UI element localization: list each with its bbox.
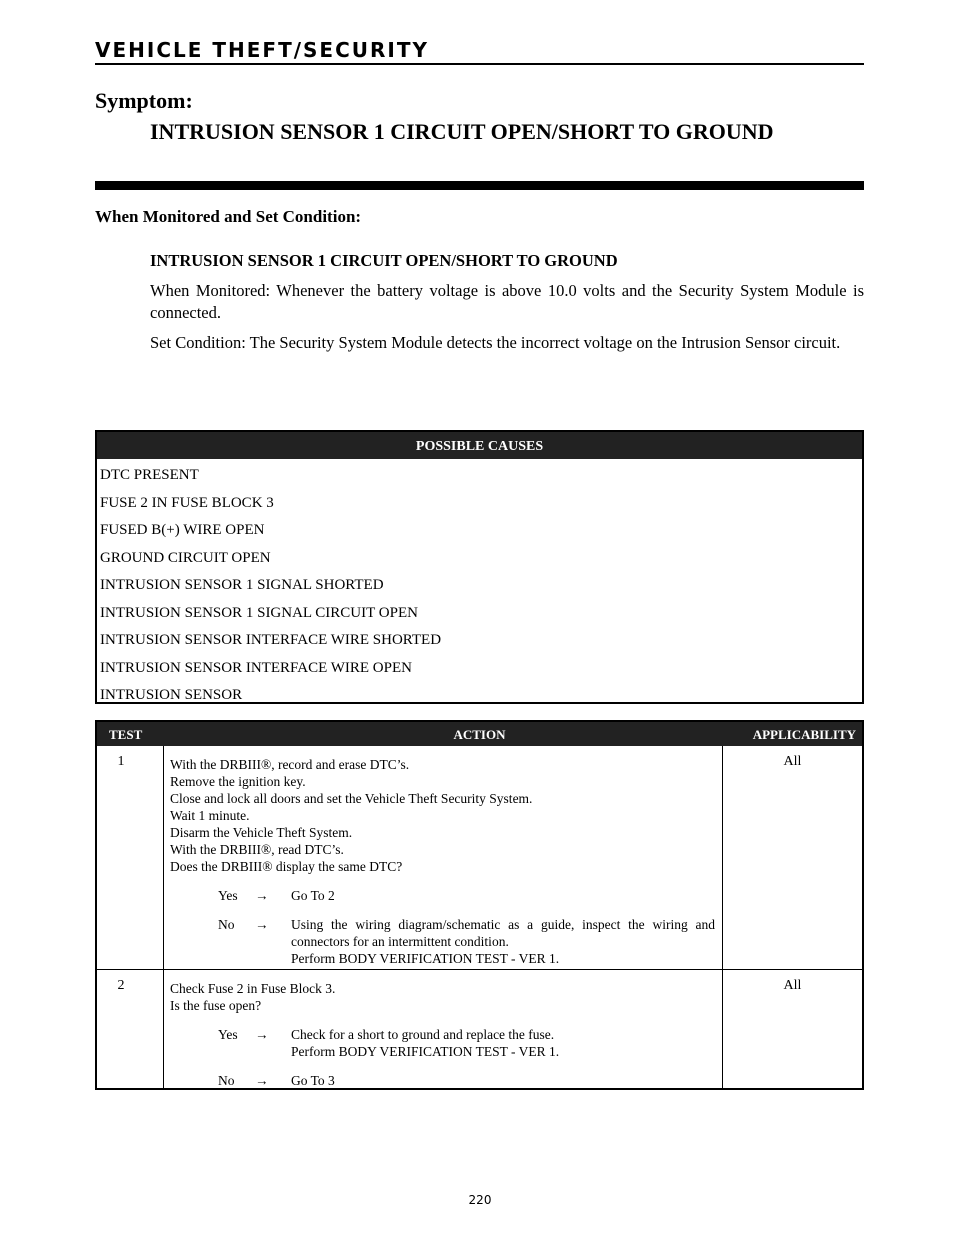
when-monitored-text: When Monitored: Whenever the battery voltage is above 10.0 volts and the Security System Module is connected. — [150, 281, 864, 322]
cause-item: INTRUSION SENSOR INTERFACE WIRE SHORTED — [100, 632, 442, 648]
set-condition-text: Set Condition: The Security System Module detects the incorrect voltage on the Intrusion Sensor circuit. — [150, 333, 841, 352]
action-column-header: ACTION — [453, 727, 506, 742]
cause-item: FUSE 2 IN FUSE BLOCK 3 — [100, 494, 274, 511]
no-label: No — [218, 917, 235, 932]
monitor-block — [150, 250, 864, 362]
action-step: With the DRBIII®, read DTC’s. — [170, 842, 344, 857]
test-action — [170, 980, 715, 1089]
cause-item: INTRUSION SENSOR INTERFACE WIRE OPEN — [100, 659, 412, 676]
arrow-icon: → — [255, 1027, 269, 1042]
cause-item: INTRUSION SENSOR 1 SIGNAL CIRCUIT OPEN — [100, 604, 418, 621]
symptom-rule — [95, 181, 864, 190]
no-branch — [170, 916, 715, 967]
test-applicability: All — [783, 978, 802, 993]
yes-branch — [170, 1026, 715, 1060]
page-number: 220 — [468, 1193, 492, 1207]
yes-label: Yes — [218, 1027, 238, 1042]
monitor-label: When Monitored and Set Condition: — [95, 207, 362, 226]
test-number: 1 — [117, 754, 125, 769]
yes-result: Go To 2 — [291, 888, 335, 903]
no-result-followup: Perform BODY VERIFICATION TEST - VER 1. — [291, 951, 560, 966]
symptom-label: Symptom: — [95, 88, 193, 113]
cause-item: INTRUSION SENSOR — [100, 687, 243, 703]
no-result: Using the wiring diagram/schematic as a guide, inspect the wiring and connectors for an intermittent condition. — [291, 917, 715, 949]
action-step: Disarm the Vehicle Theft System. — [170, 825, 353, 840]
test-number: 2 — [117, 978, 125, 993]
section-title: VEHICLE THEFT/SECURITY — [95, 38, 429, 62]
cause-item: FUSED B(+) WIRE OPEN — [100, 522, 265, 538]
action-step: Remove the ignition key. — [170, 774, 306, 789]
no-label: No — [218, 1073, 235, 1088]
test-column-header: TEST — [109, 727, 143, 742]
cause-item: GROUND CIRCUIT OPEN — [100, 549, 271, 566]
action-step: With the DRBIII®, record and erase DTC’s. — [170, 757, 410, 772]
cause-item: DTC PRESENT — [100, 467, 199, 483]
yes-result: Check for a short to ground and replace the fuse. — [291, 1027, 555, 1042]
no-branch — [170, 1072, 715, 1089]
arrow-icon: → — [255, 917, 269, 932]
arrow-icon: → — [255, 888, 269, 903]
test-table — [95, 720, 864, 1090]
cause-item: INTRUSION SENSOR 1 SIGNAL SHORTED — [100, 577, 384, 593]
no-result: Go To 3 — [291, 1073, 335, 1088]
arrow-icon: → — [255, 1073, 269, 1088]
test-action — [170, 756, 715, 967]
action-step: Is the fuse open? — [170, 998, 262, 1013]
column-divider — [163, 746, 164, 1088]
action-step: Does the DRBIII® display the same DTC? — [170, 859, 403, 874]
yes-label: Yes — [218, 888, 238, 903]
action-step: Close and lock all doors and set the Vehicle Theft Security System. — [170, 791, 533, 806]
monitor-title: INTRUSION SENSOR 1 CIRCUIT OPEN/SHORT TO GROUND — [150, 251, 618, 270]
header-rule — [95, 63, 864, 65]
action-step: Check Fuse 2 in Fuse Block 3. — [170, 981, 336, 996]
test-table-header — [97, 722, 862, 746]
yes-result-followup: Perform BODY VERIFICATION TEST - VER 1. — [291, 1044, 560, 1059]
applicability-column-header: APPLICABILITY — [752, 727, 856, 742]
possible-causes-table — [95, 430, 864, 704]
row-divider — [97, 969, 862, 970]
possible-causes-header: POSSIBLE CAUSES — [97, 432, 862, 459]
action-step: Wait 1 minute. — [170, 808, 250, 823]
column-divider — [722, 746, 723, 1088]
possible-causes-list — [97, 459, 862, 710]
symptom-title: INTRUSION SENSOR 1 CIRCUIT OPEN/SHORT TO GROUND — [150, 119, 774, 144]
yes-branch — [170, 887, 715, 904]
test-applicability: All — [783, 754, 802, 769]
